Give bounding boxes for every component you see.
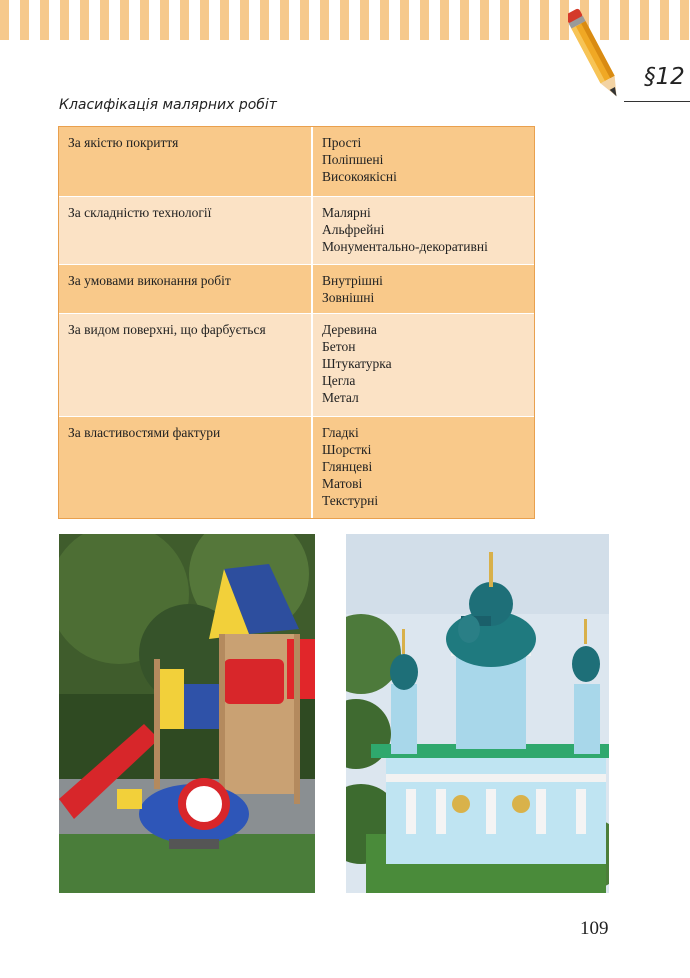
type-item: Малярні	[322, 205, 371, 220]
types-cell	[313, 197, 534, 264]
type-item: Метал	[322, 390, 359, 405]
type-item: Поліпшені	[322, 152, 384, 167]
criterion-cell: За умовами виконання робіт	[59, 265, 313, 313]
type-item: Цегла	[322, 373, 356, 388]
table-row	[59, 416, 534, 518]
section-underline	[624, 101, 690, 102]
type-item: Альфрейні	[322, 222, 385, 237]
table-row	[59, 313, 534, 416]
type-item: Прості	[322, 135, 362, 150]
pencil-icon	[568, 4, 620, 104]
page-number: 109	[580, 918, 609, 939]
table-row	[59, 196, 534, 264]
type-item: Матові	[322, 476, 363, 491]
criterion-cell: За якістю покриття	[59, 127, 313, 196]
table-caption: Класифікація малярних робіт	[59, 97, 277, 113]
types-cell	[313, 127, 534, 196]
type-item: Внутрішні	[322, 273, 383, 288]
criterion-cell: За властивостями фактури	[59, 417, 313, 518]
types-cell	[313, 265, 534, 313]
playground-photo	[59, 534, 315, 893]
section-number: §12	[644, 64, 685, 90]
church-photo	[346, 534, 609, 893]
type-item: Глянцеві	[322, 459, 373, 474]
type-item: Текстурні	[322, 493, 379, 508]
type-item: Монументально-декоративні	[322, 239, 488, 254]
criterion-cell: За складністю технології	[59, 197, 313, 264]
classification-table	[58, 126, 535, 519]
criterion-cell: За видом поверхні, що фарбується	[59, 314, 313, 416]
type-item: Деревина	[322, 322, 377, 337]
type-item: Шорсткі	[322, 442, 372, 457]
table-row	[59, 264, 534, 313]
type-item: Гладкі	[322, 425, 359, 440]
type-item: Високоякісні	[322, 169, 397, 184]
table-row	[59, 127, 534, 196]
type-item: Бетон	[322, 339, 356, 354]
types-cell	[313, 314, 534, 416]
types-cell	[313, 417, 534, 518]
type-item: Штукатурка	[322, 356, 392, 371]
type-item: Зовнішні	[322, 290, 375, 305]
